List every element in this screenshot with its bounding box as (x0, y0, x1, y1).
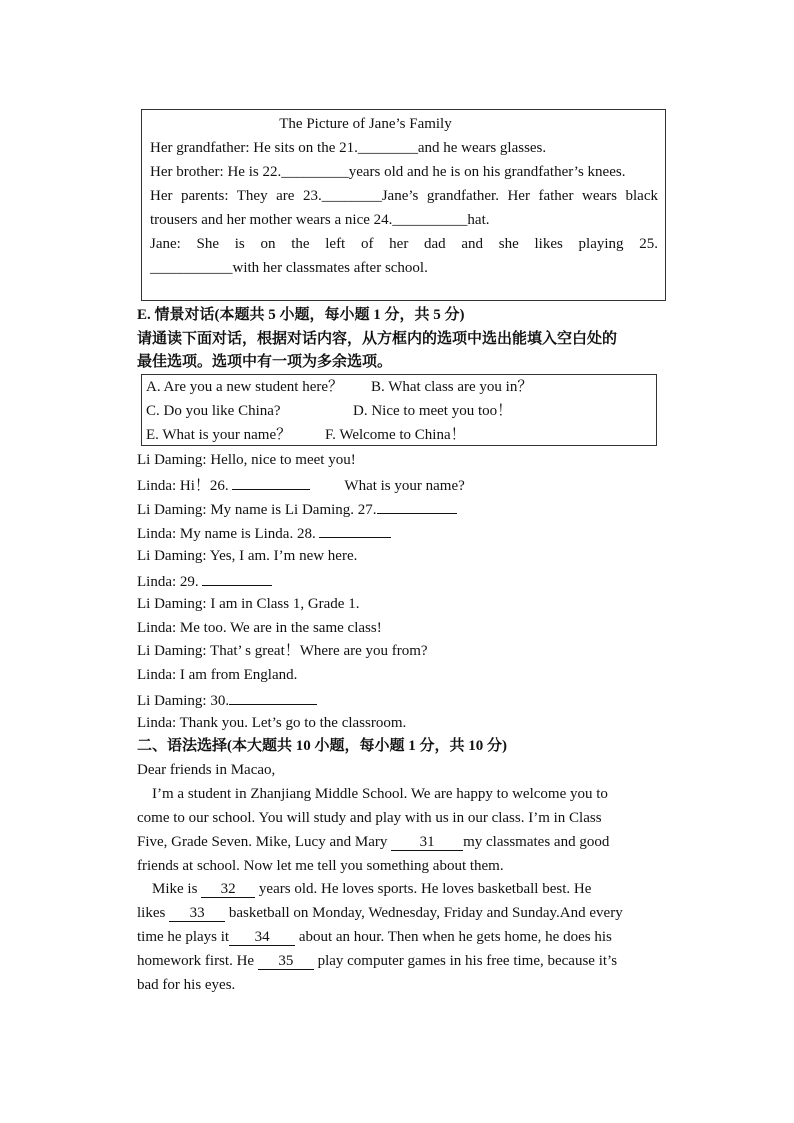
blank-27[interactable] (377, 498, 457, 514)
passage-p2-line-3-b: about an hour. Then when he gets home, he does his (295, 929, 612, 945)
blank-35-number: 35 (278, 953, 294, 969)
passage-p1-line-3-b: my classmates and good (463, 834, 610, 850)
blank-34-number: 34 (254, 929, 270, 945)
passage-p2-line-2-a: likes (137, 905, 170, 921)
family-line-grandfather: Her grandfather: He sits on the 21.________and he wears glasses. (150, 140, 547, 156)
options-box (141, 374, 657, 446)
dialogue-line-11 (137, 689, 317, 711)
dialogue-line-2-b: What is your name? (344, 478, 465, 494)
passage-p2-line-4 (137, 951, 617, 971)
blank-32-number: 32 (220, 881, 236, 897)
passage-p1-line-2: come to our school. You will study and play with us in our class. I’m in Class (137, 810, 602, 826)
option-f: F. Welcome to China！ (325, 427, 466, 443)
blank-35[interactable] (258, 954, 314, 970)
dialogue-line-7: Li Daming: I am in Class 1, Grade 1. (137, 596, 360, 612)
option-d: D. Nice to meet you too！ (353, 403, 513, 419)
passage-p2-line-1-a: Mike is (137, 881, 202, 897)
letter-greeting: Dear friends in Macao, (137, 762, 276, 778)
dialogue-line-9: Li Daming: That’ s great！Where are you from? (137, 643, 428, 659)
section-e-heading: E. 情景对话(本题共 5 小题，每小题 1 分，共 5 分) (137, 307, 465, 323)
blank-29[interactable] (202, 570, 272, 586)
dialogue-line-3-a: Li Daming: My name is Li Daming. 27. (137, 502, 377, 518)
passage-p2-line-1 (137, 879, 591, 899)
dialogue-line-12: Linda: Thank you. Let’s go to the classroom. (137, 715, 407, 731)
blank-31-number: 31 (419, 834, 435, 850)
passage-p2-line-1-b: years old. He loves sports. He loves basketball best. He (255, 881, 592, 897)
blank-34[interactable] (229, 930, 295, 946)
dialogue-line-8: Linda: Me too. We are in the same class! (137, 620, 382, 636)
family-line-mother-hat: trousers and her mother wears a nice 24.__________hat. (150, 212, 490, 228)
blank-33[interactable] (169, 906, 225, 922)
family-line-brother: Her brother: He is 22._________years old and he is on his grandfather’s knees. (150, 164, 626, 180)
passage-p2-line-2-b: basketball on Monday, Wednesday, Friday and Sunday.And every (225, 905, 623, 921)
blank-32[interactable] (201, 882, 255, 898)
passage-p2-line-3 (137, 927, 612, 947)
family-line-classmates: ___________with her classmates after school. (150, 260, 428, 276)
passage-p2-line-5: bad for his eyes. (137, 977, 236, 993)
dialogue-line-10: Linda: I am from England. (137, 667, 298, 683)
passage-p1-line-4: friends at school. Now let me tell you something about them. (137, 858, 504, 874)
dialogue-line-5: Li Daming: Yes, I am. I’m new here. (137, 548, 358, 564)
dialogue-line-6-a: Linda: 29. (137, 574, 203, 590)
passage-p2-line-2 (137, 903, 623, 923)
section-two-heading: 二、语法选择(本大题共 10 小题，每小题 1 分，共 10 分) (137, 738, 507, 754)
dialogue-line-11-a: Li Daming: 30. (137, 693, 230, 709)
family-line-jane: Jane: She is on the left of her dad and she likes playing 25. (150, 236, 658, 252)
passage-p2-line-4-a: homework first. He (137, 953, 258, 969)
option-b: B. What class are you in？ (371, 379, 533, 395)
passage-p1-line-1: I’m a student in Zhanjiang Middle School. We are happy to welcome you to (137, 786, 608, 802)
dialogue-line-4 (137, 522, 391, 544)
passage-p1-line-3-a: Five, Grade Seven. Mike, Lucy and Mary (137, 834, 392, 850)
family-box-title: The Picture of Jane’s Family (279, 116, 452, 132)
passage-p1-line-3 (137, 832, 609, 852)
passage-p2-line-3-a: time he plays it (137, 929, 230, 945)
blank-26[interactable] (232, 474, 310, 490)
dialogue-line-6 (137, 570, 272, 592)
section-e-instruction-2: 最佳选项。选项中有一项为多余选项。 (137, 354, 393, 370)
dialogue-line-2 (137, 474, 465, 496)
dialogue-line-4-a: Linda: My name is Linda. 28. (137, 526, 320, 542)
blank-31[interactable] (391, 835, 463, 851)
blank-28[interactable] (319, 522, 391, 538)
dialogue-line-2-a: Linda: Hi！26. (137, 478, 233, 494)
family-picture-box (141, 109, 666, 301)
dialogue-line-1: Li Daming: Hello, nice to meet you! (137, 452, 356, 468)
family-line-parents: Her parents: They are 23.________Jane’s grandfather. Her father wears black (150, 188, 658, 204)
option-e: E. What is your name？ (146, 427, 292, 443)
passage-p2-line-4-b: play computer games in his free time, because it’s (313, 953, 618, 969)
section-e-instruction-1: 请通读下面对话，根据对话内容，从方框内的选项中选出能填入空白处的 (137, 331, 618, 347)
dialogue-line-3 (137, 498, 457, 520)
blank-30[interactable] (229, 689, 317, 705)
option-a: A. Are you a new student here？ (146, 379, 344, 395)
blank-33-number: 33 (189, 905, 205, 921)
option-c: C. Do you like China? (146, 403, 281, 419)
